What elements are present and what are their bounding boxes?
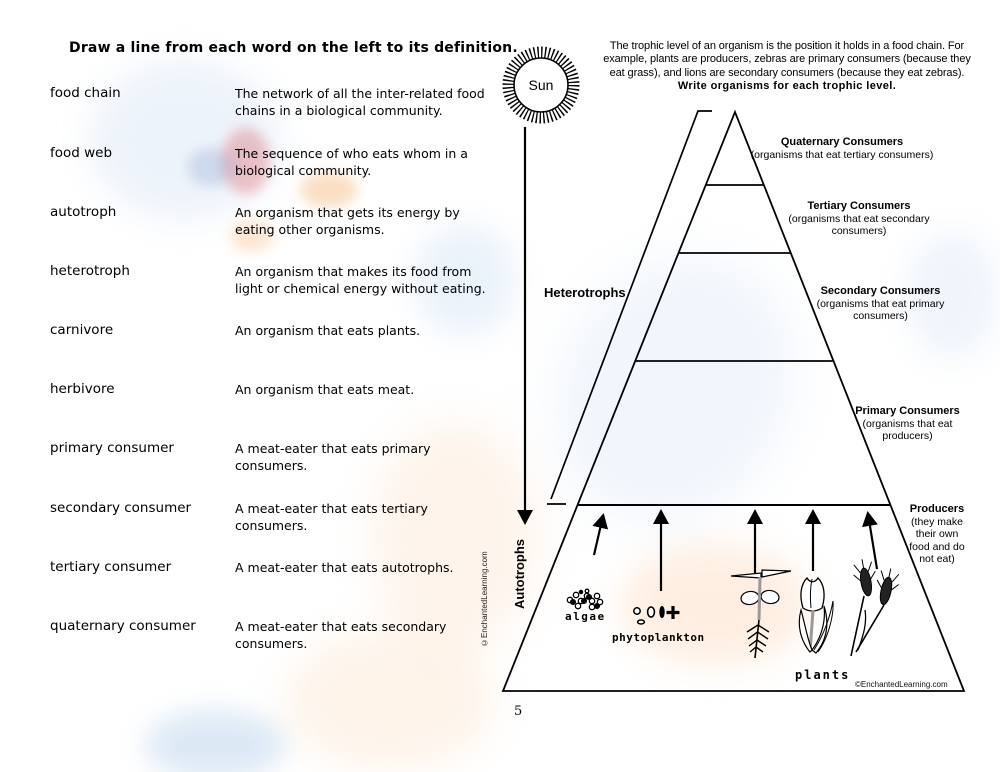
sun-label: Sun — [528, 77, 554, 93]
trophic-intro — [578, 40, 996, 94]
definition-text: An organism that eats plants. — [235, 323, 421, 338]
tulip-illustration — [799, 578, 833, 653]
level-name: Quaternary Consumers — [780, 136, 904, 148]
definition-text: The network of all the inter-related food chains in a biological community. — [235, 86, 485, 118]
matching-title: Draw a line from each word on the left to its definition. — [69, 40, 518, 56]
paper-watermark — [90, 60, 280, 220]
phytoplankton-label: phytoplankton — [612, 631, 705, 644]
copyright-watermark: ©EnchantedLearning.com — [480, 551, 489, 647]
term-autotroph: autotroph — [50, 204, 117, 220]
page-number: 5 — [514, 704, 523, 719]
definition-text: A meat-eater that eats autotrophs. — [235, 560, 454, 575]
term-carnivore: carnivore — [50, 322, 114, 338]
definition-text: An organism that gets its energy by eating other organisms. — [235, 205, 460, 237]
level-primary-consumers — [855, 405, 960, 443]
seedling-illustration — [731, 570, 791, 658]
intro-line: The trophic level of an organism is the position it holds in a food chain. For — [609, 40, 965, 52]
copyright-watermark: ©EnchantedLearning.com — [855, 680, 948, 689]
energy-arrows — [594, 512, 877, 591]
paper-watermark — [620, 545, 810, 665]
level-name: Secondary Consumers — [820, 285, 941, 297]
level-tertiary-consumers — [784, 200, 934, 238]
heterotrophs-bracket — [547, 111, 712, 504]
paper-watermark — [188, 148, 233, 186]
definition-text: An organism that makes its food from light or chemical energy without eating. — [235, 264, 486, 296]
autotrophs-label: Autotrophs — [512, 538, 527, 609]
level-secondary-consumers — [808, 285, 953, 323]
definition-text: An organism that eats meat. — [235, 382, 415, 397]
sun-icon — [495, 39, 587, 131]
level-description: (organisms that eat primary consumers) — [816, 297, 945, 322]
wheat-illustration — [851, 557, 902, 656]
intro-line: eat grass), and lions are secondary consumers (because they eat zebras). — [609, 66, 965, 79]
level-name: Primary Consumers — [855, 405, 960, 417]
level-name: Producers — [909, 503, 965, 515]
level-description: (they make their own food and do not eat) — [909, 515, 965, 565]
definition-text: The sequence of who eats whom in a biological community. — [235, 146, 468, 178]
term-food-chain: food chain — [50, 85, 121, 101]
intro-line: example, plants are producers, zebras are primary consumers (because they — [603, 53, 971, 66]
level-producers — [905, 503, 969, 566]
term-herbivore: herbivore — [50, 381, 115, 397]
definition-text: A meat-eater that eats tertiary consumers. — [235, 501, 428, 533]
term-secondary-consumer: secondary consumer — [50, 500, 192, 516]
level-name: Tertiary Consumers — [807, 200, 911, 212]
algae-illustration — [567, 589, 602, 610]
term-heterotroph: heterotroph — [50, 263, 130, 279]
level-quaternary-consumers — [737, 136, 947, 161]
definition-text: A meat-eater that eats secondary consumers. — [235, 619, 447, 651]
level-description: (organisms that eat secondary consumers) — [788, 212, 930, 237]
paper-watermark — [508, 212, 843, 567]
phytoplankton-illustration — [634, 606, 680, 624]
paper-watermark — [145, 710, 285, 772]
definition-text: A meat-eater that eats primary consumers. — [235, 441, 431, 473]
level-description: (organisms that eat producers) — [862, 417, 953, 442]
plants-label: plants — [795, 668, 851, 682]
intro-instruction: Write organisms for each trophic level. — [677, 80, 897, 93]
term-food-web: food web — [50, 145, 113, 161]
heterotrophs-label: Heterotrophs — [544, 285, 626, 300]
term-tertiary-consumer: tertiary consumer — [50, 559, 172, 575]
level-description: (organisms that eat tertiary consumers) — [750, 148, 934, 161]
term-primary-consumer: primary consumer — [50, 440, 174, 456]
algae-label: algae — [565, 610, 606, 623]
term-quaternary-consumer: quaternary consumer — [50, 618, 196, 634]
trophic-pyramid-outline — [503, 112, 964, 691]
